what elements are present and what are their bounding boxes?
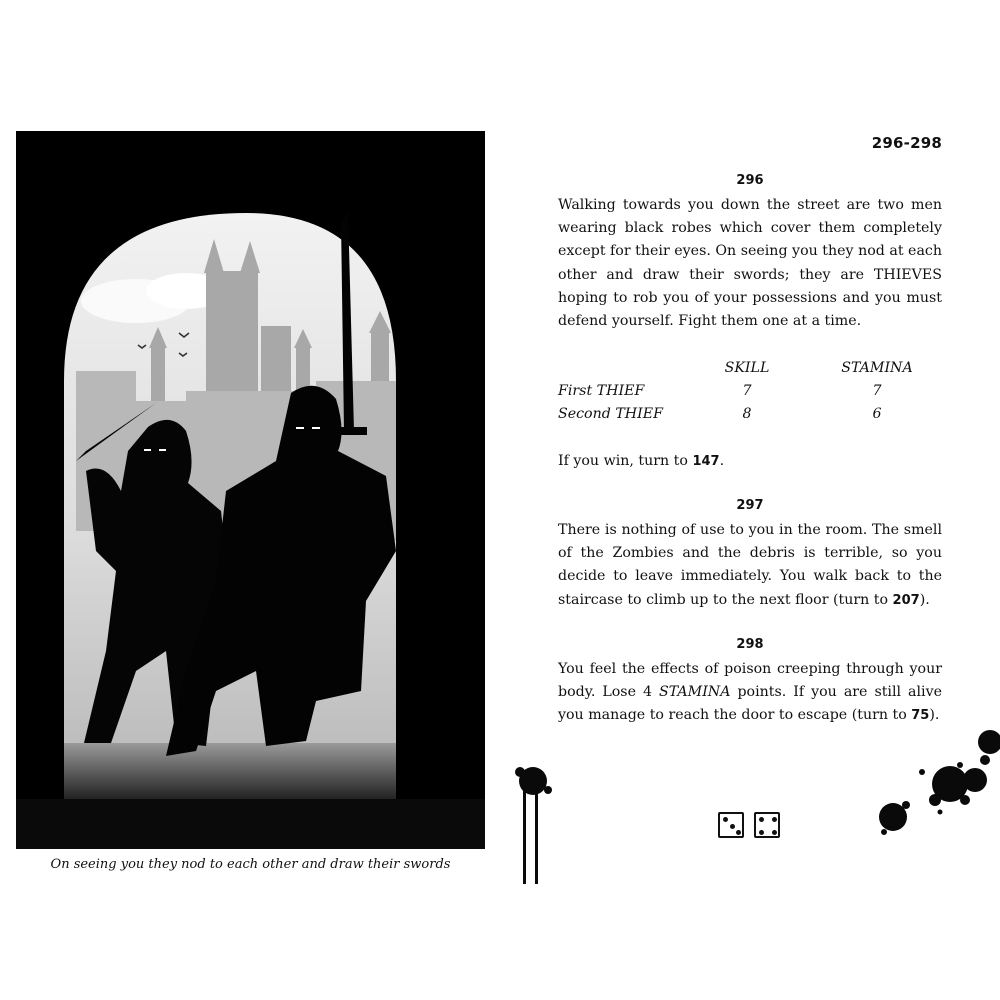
ink-blot — [978, 730, 1000, 754]
enemy-skill: 7 — [742, 382, 752, 399]
section-298-body-cont: points. If you are still alive you manage to reach the door to escape (turn to — [558, 684, 942, 724]
dice-pip — [759, 817, 764, 822]
enemy-stamina: 6 — [872, 405, 882, 422]
page-range-header: 296-298 — [871, 134, 942, 152]
thieves-illustration — [16, 131, 485, 849]
section-296-text: Walking towards you down the street are two men wearing black robes which cover them completely except for their eyes. On seeing you they nod at each other and draw their swords; they are THIEVES hoping to rob you of your possessions and you must defend yourself. Fight them one at a time. — [558, 197, 942, 330]
illustration-art — [16, 131, 485, 849]
stats-header-stamina: STAMINA — [841, 359, 913, 376]
section-296-win-line — [558, 450, 942, 473]
section-number-298: 298 — [736, 637, 764, 652]
turn-to-75: 75 — [911, 708, 930, 724]
stats-row — [558, 402, 942, 425]
dice-pip — [736, 830, 741, 835]
section-297-suffix: ). — [919, 591, 930, 608]
thief-stats-table — [558, 356, 942, 426]
dice-pip — [759, 830, 764, 835]
section-298-text — [558, 658, 942, 728]
stats-row — [558, 379, 942, 402]
turn-to-207: 207 — [892, 592, 920, 608]
stats-header-row — [558, 356, 942, 379]
section-297-text — [558, 519, 942, 612]
dice-pip — [730, 824, 735, 829]
section-298-suffix: ). — [929, 707, 940, 724]
ink-blot — [932, 766, 968, 802]
dice-pip — [723, 817, 728, 822]
turn-to-147: 147 — [692, 454, 720, 469]
section-298-body: You feel the effects of poison creeping through your body. Lose 4 — [558, 661, 942, 701]
illustration-caption: On seeing you they nod to each other and draw their swords — [50, 857, 451, 872]
section-number-296: 296 — [736, 173, 764, 188]
ink-blot — [879, 803, 907, 831]
section-number-297: 297 — [736, 498, 764, 513]
dice-pip — [772, 830, 777, 835]
win-suffix: . — [719, 453, 725, 469]
enemy-stamina: 7 — [872, 382, 882, 399]
ink-blot — [519, 767, 547, 795]
stamina-word: STAMINA — [659, 684, 731, 701]
dice-face-four-icon — [754, 812, 780, 838]
section-297-body: There is nothing of use to you in the room. The smell of the Zombies and the debris is terrible, so you decide to leave immediately. You walk back to the staircase to climb up to the next floor (turn to — [558, 522, 942, 608]
enemy-skill: 8 — [742, 405, 752, 422]
dice-pip — [772, 817, 777, 822]
enemy-name: Second THIEF — [558, 405, 663, 422]
stats-header-skill: SKILL — [724, 359, 770, 376]
stats-header-name — [558, 356, 682, 379]
enemy-name: First THIEF — [558, 382, 645, 399]
dice-face-three-icon — [718, 812, 744, 838]
win-prefix: If you win, turn to — [558, 453, 693, 469]
floor — [64, 743, 396, 803]
